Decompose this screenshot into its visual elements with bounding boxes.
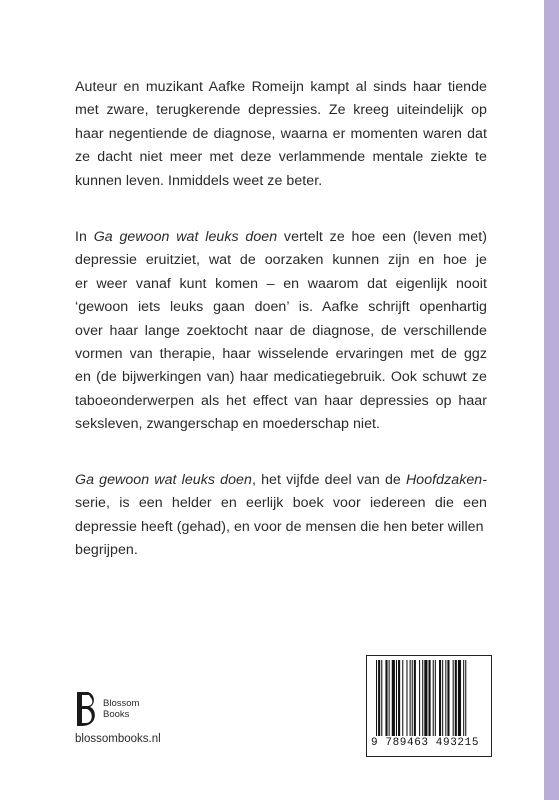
barcode-bar — [389, 660, 390, 736]
barcode-bars — [376, 660, 482, 736]
blurb-paragraph-1 — [75, 76, 487, 193]
barcode-bar — [433, 660, 434, 736]
barcode-bar — [435, 660, 436, 736]
barcode-bar — [453, 660, 454, 736]
blurb-paragraph-2 — [75, 226, 487, 437]
text-line: er weer vanaf kunt komen – en waarom dat eigenlijk nooit — [75, 275, 487, 292]
publisher-name-line: Books — [103, 709, 130, 720]
barcode-bar — [463, 660, 464, 736]
barcode-bar — [442, 660, 443, 736]
barcode-bar — [398, 660, 400, 736]
publisher-logo-block — [75, 692, 139, 726]
text-segment: In — [75, 229, 94, 245]
spine-color-strip — [544, 0, 559, 800]
text-line: vormen van therapie, haar wisselende ervaringen met de ggz — [75, 346, 487, 363]
series-title: Hoofdzaken- — [406, 472, 487, 488]
barcode-bar — [465, 660, 466, 736]
barcode-bar — [447, 660, 449, 736]
text-segment: , het vijfde deel van de — [251, 472, 406, 488]
barcode-bar — [378, 660, 380, 736]
text-line: Auteur en muzikant Aafke Romeijn kampt al sinds haar tiende — [75, 79, 487, 95]
text-line: met zware, terugkerende depressies. Ze kreeg uiteindelijk op — [75, 102, 487, 119]
text-line: begrijpen. — [75, 542, 138, 559]
barcode-bar — [429, 660, 431, 736]
book-title: Ga gewoon wat leuks doen — [93, 229, 278, 245]
text-line: en (de bijwerkingen van) haar medicatiegebruik. Ook schuwt ze — [75, 369, 487, 386]
barcode-bar — [419, 660, 420, 736]
barcode-bar — [422, 660, 423, 736]
barcode-bar — [410, 660, 411, 736]
publisher-url: blossombooks.nl — [75, 733, 161, 745]
barcode-bar — [381, 660, 382, 736]
barcode-bar — [445, 660, 446, 736]
blossom-books-b-logo-icon — [75, 692, 97, 726]
barcode-bar — [385, 660, 387, 736]
barcode-bar — [424, 660, 427, 736]
barcode-bar — [458, 660, 461, 736]
text-line: ‘gewoon iets leuks gaan doen’ is. Aafke schrijft openhartig — [75, 299, 487, 316]
barcode-bar — [406, 660, 407, 736]
barcode-bar — [412, 660, 413, 736]
barcode-bar — [376, 660, 377, 736]
text-line: ze dacht niet meer met deze verlammende mentale ziekte te — [75, 149, 487, 166]
blurb-paragraph-3 — [75, 469, 487, 563]
text-line: over haar lange zoektocht naar de diagnose, de verschillende — [75, 322, 487, 339]
barcode-bar — [455, 660, 457, 736]
isbn-digits: 9 789463 493215 — [371, 737, 480, 749]
isbn-barcode — [366, 655, 492, 757]
text-segment: vertelt ze hoe een (leven met) — [277, 229, 487, 245]
barcode-bar — [392, 660, 395, 736]
book-title: Ga gewoon wat leuks doen — [75, 472, 252, 488]
text-line: seksleven, zwangerschap en moederschap niet. — [75, 416, 381, 433]
barcode-bar — [414, 660, 416, 736]
publisher-name-line: Blossom — [103, 698, 140, 709]
text-line: taboeonderwerpen als het effect van haar depressies op haar — [75, 392, 487, 409]
barcode-bar — [402, 660, 403, 736]
text-line — [75, 226, 487, 249]
text-line: serie, is een helder en eerlijk boek voor iedereen die een — [75, 495, 487, 512]
text-line: depressie eruitziet, wat de oorzaken kunnen zijn en hoe je — [75, 252, 487, 269]
barcode-bar — [396, 660, 397, 736]
text-line: kunnen leven. Inmiddels weet ze beter. — [75, 172, 323, 189]
text-line: depressie heeft (gehad), en voor de mensen die hen beter willen — [75, 518, 484, 535]
publisher-name — [103, 698, 139, 720]
text-line — [75, 469, 487, 492]
text-line: haar negentiende de diagnose, waarna er momenten waren dat — [75, 125, 487, 142]
barcode-bar — [439, 660, 441, 736]
